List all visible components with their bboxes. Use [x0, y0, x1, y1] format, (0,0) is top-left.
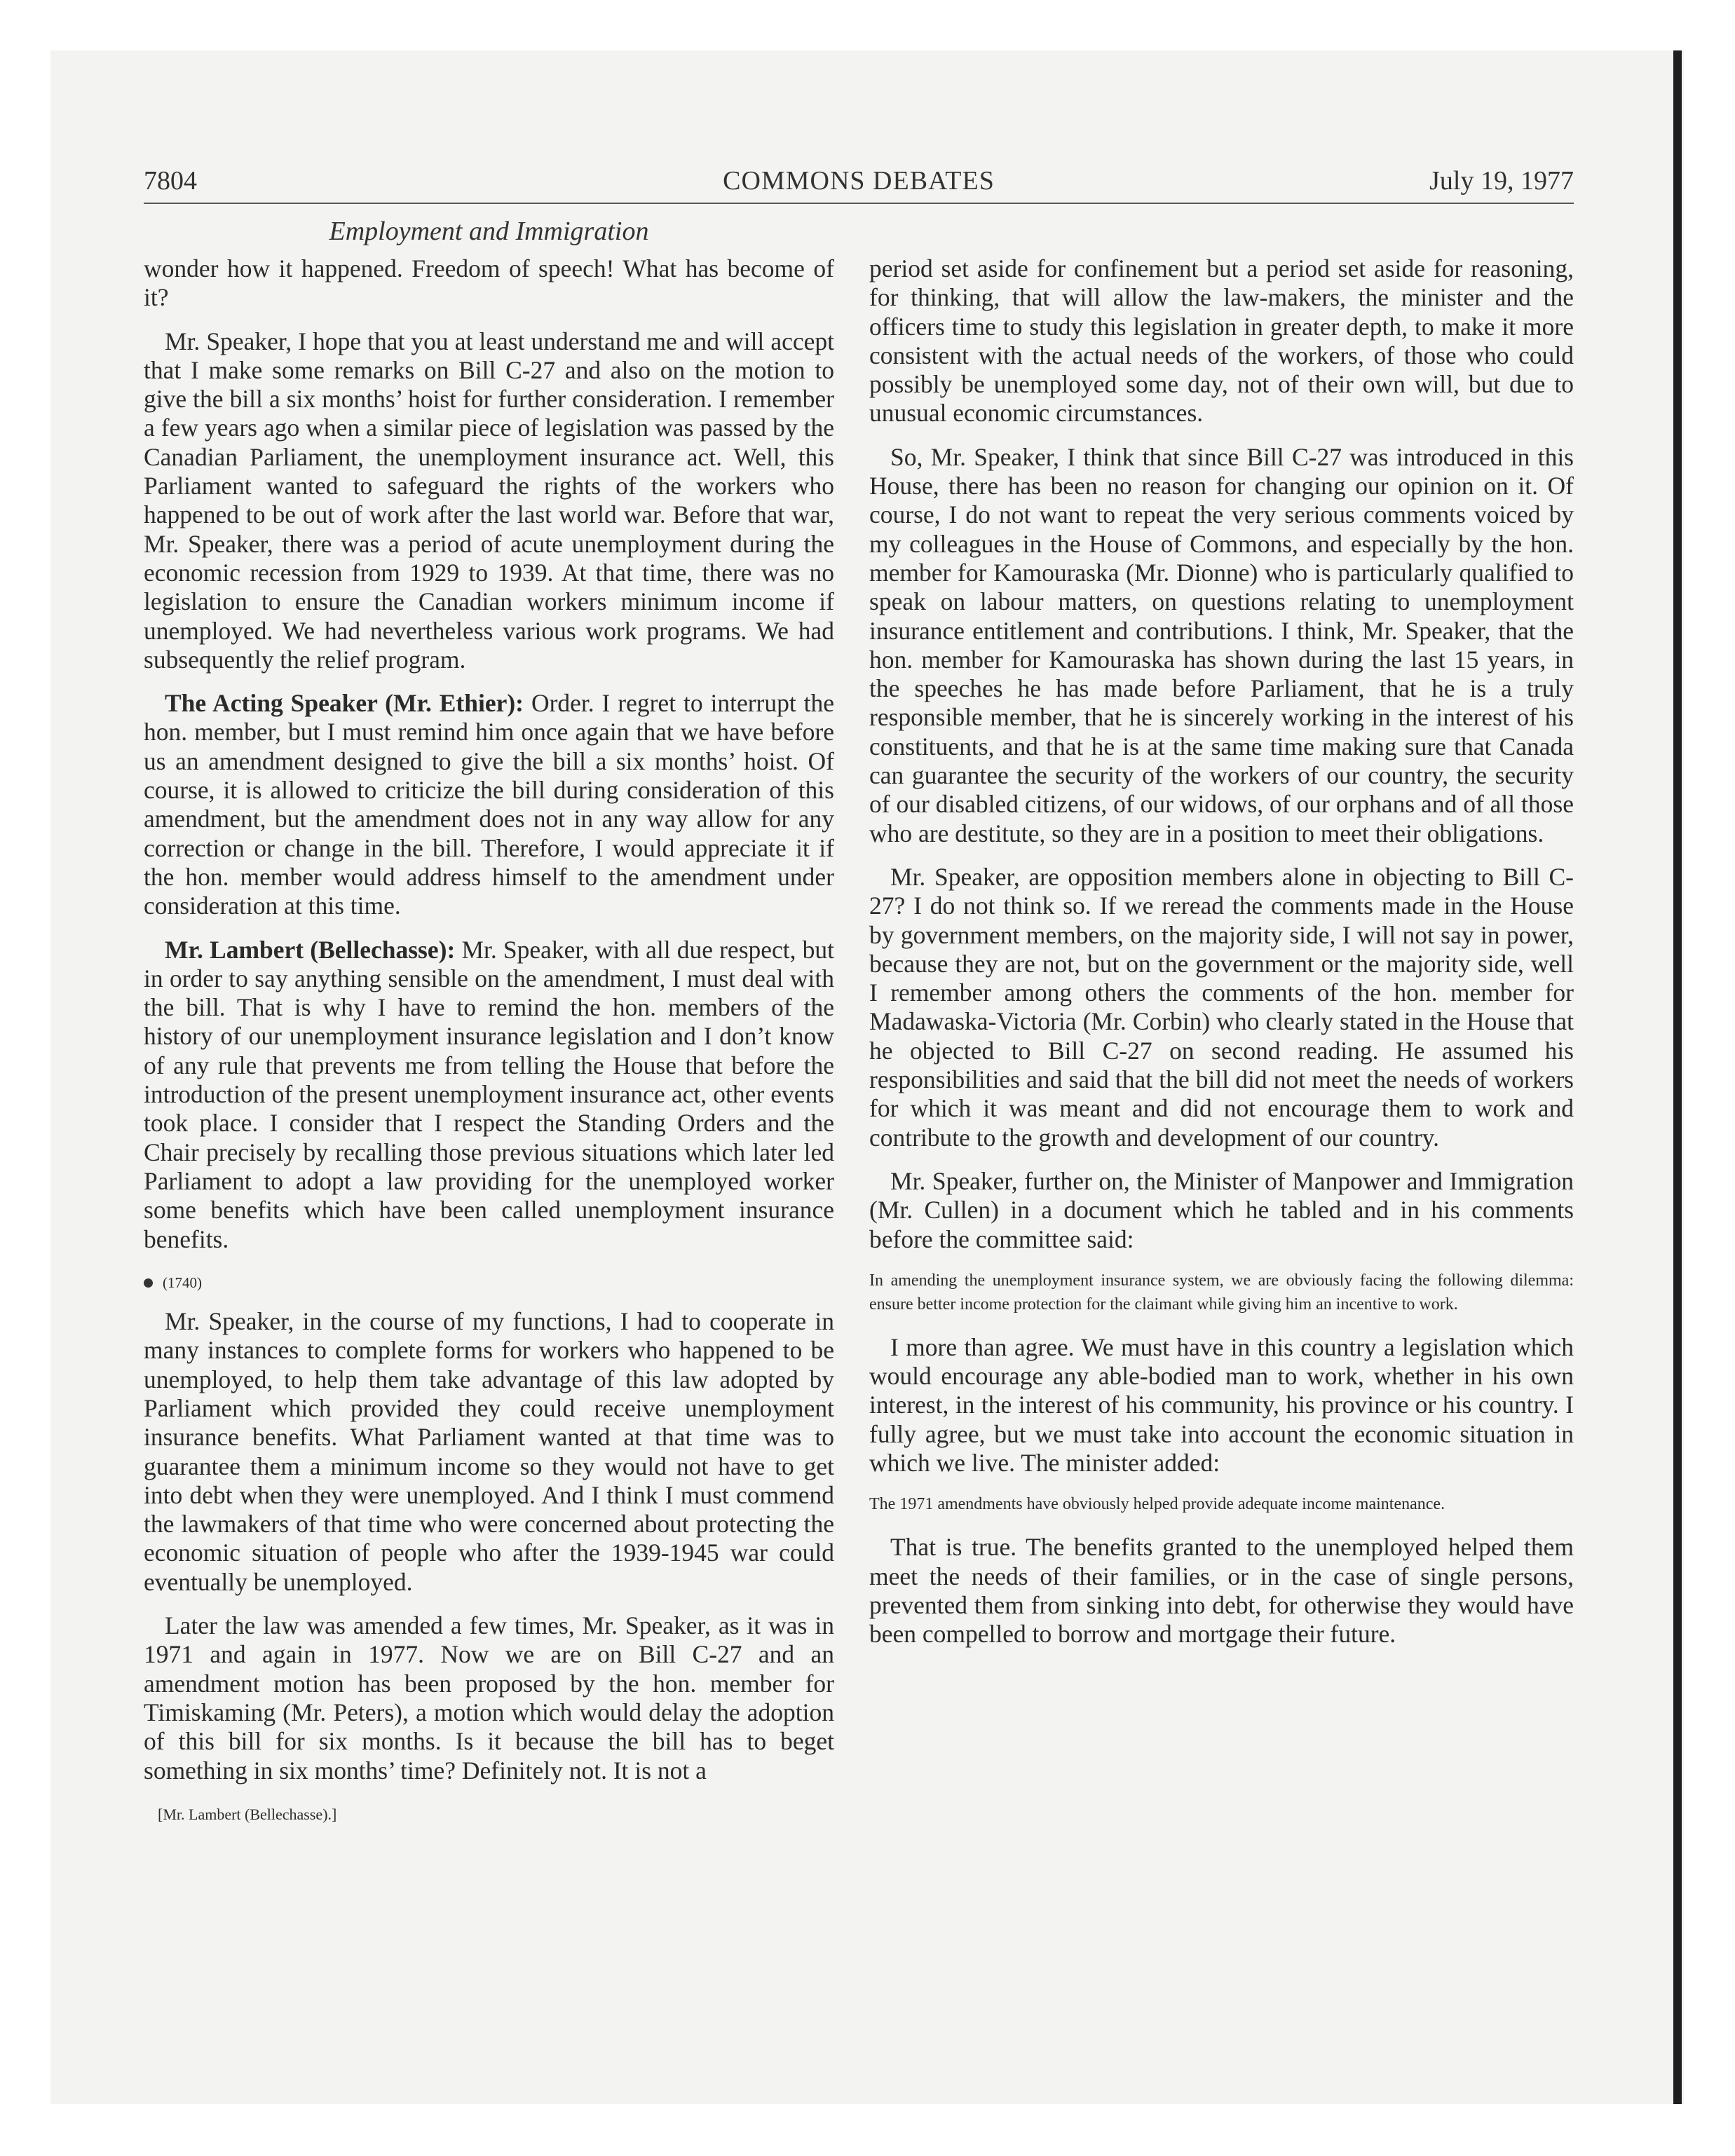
publication-date: July 19, 1977	[1429, 166, 1574, 196]
publication-title: COMMONS DEBATES	[723, 166, 995, 196]
page-number: 7804	[144, 166, 197, 196]
paragraph: Mr. Speaker, I hope that you at least understand me and will accept that I make some remarks on Bill C-27 and also on the motion to give the bill a six months’ hoist for further consideration. I remember a few years ago when a similar piece of legislation was passed by the Canadian Parliament, the unemployment insurance act. Well, this Parliament wanted to safeguard the rights of the workers who happened to be out of work after the last world war. Before that war, Mr. Speaker, there was a period of acute unemployment during the economic recession from 1929 to 1939. At that time, there was no legislation to ensure the Canadian workers minimum income if unemployed. We had nevertheless various work programs. We had subsequently the relief program.	[144, 327, 834, 674]
speaker-name: The Acting Speaker (Mr. Ethier):	[165, 689, 524, 718]
time-stamp	[144, 1269, 834, 1297]
time-stamp-text: (1740)	[163, 1274, 202, 1291]
block-quote: The 1971 amendments have obviously helped provide adequate income maintenance.	[869, 1495, 1445, 1514]
page-header	[144, 165, 1574, 200]
speaker-name: Mr. Lambert (Bellechasse):	[165, 935, 456, 964]
header-rule	[144, 203, 1574, 204]
block-quote: In amending the unemployment insurance system, we are obviously facing the following dilemma: ensure better income protection for the claimant while giving him an incentive to work.	[869, 1271, 1574, 1314]
paragraph: So, Mr. Speaker, I think that since Bill C-27 was introduced in this House, there has been no reason for changing our opinion on it. Of course, I do not want to repeat the very serious comments voiced by my colleagues in the House of Commons, and especially by the hon. member for Kamouraska (Mr. Dionne) who is particularly qualified to speak on labour matters, on questions relating to unemployment insurance entitlement and contributions. I think, Mr. Speaker, that the hon. member for Kamouraska has shown during the last 15 years, in the speeches he has made before Parliament, that he is a truly responsible member, that he is sincerely working in the interest of his constituents, and that he is at the same time making sure that Canada can guarantee the security of the workers of our country, the security of our disabled citizens, of our widows, of our orphans and of all those who are destitute, so they are in a position to meet their obligations.	[869, 442, 1574, 847]
paragraph: I more than agree. We must have in this country a legislation which would encourage any able-bodied man to work, whether in his own interest, in the interest of his community, his province or his country. I fully agree, but we must take into account the economic situation in which we live. The minister added:	[869, 1332, 1574, 1477]
left-column	[144, 254, 834, 1829]
speaker-attribution: [Mr. Lambert (Bellechasse).]	[158, 1805, 337, 1823]
paragraph: Mr. Speaker, further on, the Minister of Manpower and Immigration (Mr. Cullen) in a document which he tabled and in his comments before the committee said:	[869, 1166, 1574, 1253]
paragraph: period set aside for confinement but a period set aside for reasoning, for thinking, that will allow the law-makers, the minister and the officers time to study this legislation in greater depth, to make it more consistent with the actual needs of the workers, of those who could possibly be unemployed some day, not of their own will, but due to unusual economic circumstances.	[869, 254, 1574, 428]
bullet-icon	[144, 1278, 153, 1288]
scan-edge-border	[1673, 50, 1682, 2104]
right-column	[869, 254, 1574, 1663]
paragraph: wonder how it happened. Freedom of speech! What has become of it?	[144, 254, 834, 312]
paragraph: Later the law was amended a few times, Mr. Speaker, as it was in 1971 and again in 1977. Now we are on Bill C-27 and an amendment motion has been proposed by the hon. member for Timiskaming (Mr. Peters), a motion which would delay the adoption of this bill for six months. Is it because the bill has to beget something in six months’ time? Definitely not. It is not a	[144, 1611, 834, 1785]
paragraph: Mr. Speaker, are opposition members alone in objecting to Bill C-27? I do not think so. If we reread the comments made in the House by government members, on the majority side, I will not say in power, because they are not, but on the government or the majority side, well I remember among others the comments of the hon. member for Madawaska-Victoria (Mr. Corbin) who clearly stated in the House that he objected to Bill C-27 on second reading. He assumed his responsibilities and said that the bill did not meet the needs of workers for which it was meant and did not encourage them to work and contribute to the growth and development of our country.	[869, 862, 1574, 1152]
paragraph: Mr. Speaker, in the course of my functions, I had to cooperate in many instances to complete forms for workers who happened to be unemployed, to help them take advantage of this law adopted by Parliament which provided they could receive unemployment insurance benefits. What Parliament wanted at that time was to guarantee them a minimum income so they would not have to get into debt when they were unemployed. And I think I must commend the lawmakers of that time who were concerned about protecting the economic situation of people who after the 1939-1945 war could eventually be unemployed.	[144, 1307, 834, 1596]
paragraph	[144, 689, 834, 920]
speech-text: Order. I regret to interrupt the hon. member, but I must remind him once again that we have before us an amendment designed to give the bill a six months’ hoist. Of course, it is allowed to criticize the bill during consideration of this amendment, but the amendment does not in any way allow for any correction or change in the bill. Therefore, I would appreciate it if the hon. member would address himself to the amendment under consideration at this time.	[144, 689, 835, 920]
paragraph: That is true. The benefits granted to the unemployed helped them meet the needs of their families, or in the case of single persons, prevented them from sinking into debt, for otherwise they would have been compelled to borrow and mortgage their future.	[869, 1533, 1574, 1649]
section-title: Employment and Immigration	[329, 217, 649, 246]
paragraph	[144, 936, 834, 1254]
speech-text: Mr. Speaker, with all due respect, but in order to say anything sensible on the amendment, I must deal with the bill. That is why I have to remind the hon. members of the history of our unemployment insurance legislation and I don’t know of any rule that prevents me from telling the House that before the introduction of the present unemployment insurance act, other events took place. I consider that I respect the Standing Orders and the Chair precisely by recalling those previous situations which later led Parliament to adopt a law providing for the unemployed worker some benefits which have been called unemployment insurance benefits.	[144, 935, 835, 1253]
